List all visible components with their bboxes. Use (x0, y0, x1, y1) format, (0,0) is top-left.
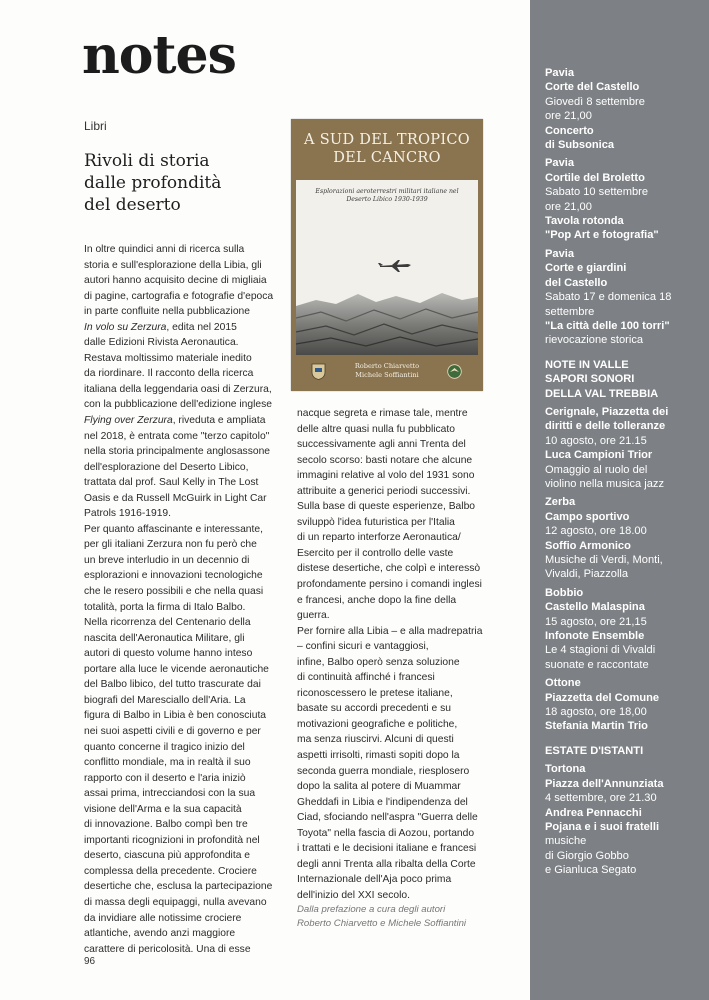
event-venue: Piazzetta del Comune (545, 691, 660, 704)
event-venue: Tortona (545, 763, 586, 776)
event-venue: Corte del Castello (545, 81, 640, 94)
page-title: notes (82, 25, 236, 86)
event-item (545, 247, 703, 348)
article-column-2 (297, 406, 497, 904)
section-label: Libri (84, 119, 107, 133)
headline-line: dalle profondità (84, 173, 222, 193)
article-line: con la pubblicazione dell'edizione inglese (84, 399, 273, 411)
article-line: nacque segreta e rimase tale, mentre (297, 408, 468, 419)
event-date: Giovedì 8 settembre (545, 95, 645, 108)
article-line: italiana della leggendaria oasi di Zerzura, (84, 383, 272, 395)
article-line: conflitto mondiale, ma in realtà il suo (84, 757, 251, 769)
event-item (545, 762, 703, 877)
article-line: delle altre quasi nulla fu pubblicato (297, 423, 455, 435)
event-item (545, 66, 703, 152)
article-line: distese desertiche, che colpì e interessò (297, 563, 481, 575)
article-line: portare alla luce le vicende aeronautiche (84, 663, 269, 675)
event-item (545, 586, 703, 672)
event-venue: diritti e delle tolleranze (545, 420, 666, 433)
heading-line: SAPORI SONORI (545, 373, 635, 386)
event-date: ore 21,00 (545, 110, 592, 123)
event-title: Stefania Martin Trio (545, 720, 648, 733)
article-line: importanti ricognizioni in profondità nel (84, 834, 260, 846)
article-line: dalle Edizioni Rivista Aeronautica. (84, 337, 239, 349)
event-venue: Bobbio (545, 586, 584, 599)
article-line: carattere di pericolosità. Una di esse (84, 943, 251, 955)
article-line: secolo scorso: basti notare che alcune (297, 454, 473, 466)
article-line: Nella ricorrenza del Centenario della (84, 617, 251, 629)
event-venue: del Castello (545, 276, 608, 289)
article-line: In volo su Zerzura, edita nel 2015 (84, 321, 237, 333)
article-line: In oltre quindici anni di ricerca sulla (84, 244, 245, 255)
article-line: di massa degli equipaggi, nulla avevano (84, 896, 267, 908)
event-description: Omaggio al ruolo del (545, 463, 648, 476)
article-line: Sulla base di queste esperienze, Balbo (297, 501, 476, 513)
article-line: Oasis e da Russell McGuirk in Light Car (84, 492, 267, 504)
article-line: in parte confluite nella pubblicazione (84, 306, 251, 318)
event-title: Tavola rotonda (545, 215, 624, 228)
event-title: Soffio Armonico (545, 539, 631, 552)
book-author: Michele Soffiantini (355, 370, 419, 379)
event-description: violino nella musica jazz (545, 477, 665, 490)
event-venue: Cerignale, Piazzetta dei (545, 405, 669, 418)
event-item (545, 405, 703, 491)
article-line: biografi del Maresciallo dell'Aria. La (84, 694, 246, 706)
event-date: 4 settembre, ore 21.30 (545, 792, 657, 805)
event-venue: Zerba (545, 496, 576, 509)
heading-line: NOTE IN VALLE (545, 358, 629, 371)
cover-illustration-panel (296, 180, 478, 355)
article-line: Per quanto affascinante e interessante, (84, 523, 263, 535)
article-line: immagini relative al volo del 1931 sono (297, 470, 475, 482)
book-title (291, 131, 483, 167)
article-line: desertiche che, esclusa la partecipazione (84, 881, 273, 893)
article-line: esplorazioni e innovazioni tecnologiche (84, 570, 263, 582)
article-line: nei suoi aspetti civili e di governo e per (84, 725, 261, 737)
event-description: di Giorgio Gobbo (545, 849, 629, 862)
event-venue: Ottone (545, 677, 581, 690)
events-list (545, 66, 703, 882)
article-line: – confini sicuri e vantaggiosi, (297, 641, 429, 653)
article-line: da riordinare. Il racconto della ricerca (84, 368, 254, 380)
caption-line: Roberto Chiarvetto e Michele Soffiantini (297, 918, 467, 929)
event-venue: Corte e giardini (545, 262, 627, 275)
event-date: 15 agosto, ore 21,15 (545, 615, 647, 628)
article-line: guerra. (297, 610, 330, 622)
article-caption (297, 903, 497, 931)
event-venue: Pavia (545, 67, 574, 79)
article-line: attribuite a generici periodi successivi. (297, 485, 471, 497)
event-item (545, 156, 703, 242)
article-line: nascita dell'Aeronautica Militare, gli (84, 632, 245, 644)
article-headline (84, 150, 284, 216)
article-line: visione dell'Arma e la sua capacità (84, 803, 242, 815)
article-line: Flying over Zerzura, riveduta e ampliata (84, 415, 266, 427)
article-line: sviluppò l'idea futuristica per l'Italia (297, 516, 455, 528)
article-line: Patrols 1916-1919. (84, 508, 172, 520)
article-line: dell'inizio del XXI secolo. (297, 889, 411, 901)
article-line: dopo la salita al potere di Muammar (297, 781, 461, 793)
article-line: Esercito per il controllo delle vaste (297, 547, 454, 559)
event-venue: Piazza dell'Annunziata (545, 777, 664, 790)
article-line: Restava moltissimo materiale inedito (84, 352, 252, 364)
article-line: storia e sull'esplorazione della Libia, gli (84, 259, 262, 271)
caption-line: Dalla prefazione a cura degli autori (297, 904, 446, 915)
event-venue: Pavia (545, 157, 574, 170)
article-line: di un reparto interforze Aeronautica/ (297, 532, 461, 544)
article-line: totalità, porta la firma di Italo Balbo. (84, 601, 246, 613)
event-title: "Pop Art e fotografia" (545, 229, 659, 242)
article-line: autori hanno acquisito decine di migliaia (84, 275, 267, 287)
desert-landscape-image (296, 288, 478, 355)
book-subtitle-line: Esplorazioni aeroterrestri militari italiane nel (315, 188, 459, 195)
article-line: Toyota" nella fascia di Aozou, portando (297, 827, 475, 839)
article-line: riconoscessero le pretese italiane, (297, 687, 453, 699)
book-title-line: A SUD DEL TROPICO (304, 132, 470, 148)
event-date: 18 agosto, ore 18,00 (545, 706, 647, 719)
event-date: 10 agosto, ore 21.15 (545, 434, 647, 447)
event-venue: Pavia (545, 247, 574, 260)
book-authors (291, 362, 483, 379)
article-line: assai prima, intrecciandosi con la sua (84, 788, 256, 800)
article-line: nella storia principalmente anglosassone (84, 446, 271, 458)
airplane-icon (378, 259, 412, 273)
article-line: Internazionale dell'Aja poco prima (297, 874, 452, 886)
event-title: Luca Campioni Trior (545, 449, 653, 462)
event-description: rievocazione storica (545, 334, 644, 347)
event-description: Le 4 stagioni di Vivaldi (545, 644, 656, 657)
article-column-1 (84, 242, 284, 957)
event-date: Sabato 10 settembre (545, 186, 648, 199)
article-line: un breve interludio in un decennio di (84, 554, 250, 566)
event-description: e Gianluca Segato (545, 864, 637, 877)
article-line: di continuità affinché i francesi (297, 672, 435, 684)
event-group-heading (545, 358, 703, 401)
article-line: Per fornire alla Libia – e alla madrepatria (297, 625, 483, 637)
article-line: rapporto con il deserto e l'aria iniziò (84, 772, 246, 784)
event-title: Infonote Ensemble (545, 630, 645, 643)
article-line: Gheddafi in Libia e l'indipendenza del (297, 796, 468, 808)
article-line: degli anni Trenta alla ribalta della Corte (297, 858, 476, 870)
article-line: complessa della precedente. Crociere (84, 865, 257, 877)
article-line: Ciad, sfociando nell'aspra "Guerra delle (297, 812, 478, 824)
article-line: quanto concerne il tragico inizio del (84, 741, 245, 753)
article-line: del Balbo libico, del tutto trascurate dai (84, 679, 261, 691)
article-line: dell'esplorazione del Deserto Libico, (84, 461, 249, 473)
article-line: deserto, ciascuna più approfondita e (84, 850, 251, 862)
article-line: da invidiare alle notissime crociere (84, 912, 242, 924)
event-title: di Subsonica (545, 139, 615, 152)
event-group-heading (545, 744, 703, 758)
event-title: "La città delle 100 torri" (545, 319, 670, 332)
article-line: profondamente persino i comandi inglesi (297, 579, 482, 591)
article-line: di innovazione. Balbo compì ben tre (84, 819, 248, 831)
article-line: aspetti irrisolti, rimasti sopiti dopo la (297, 750, 460, 762)
article-line: e francesi, anche dopo la fine della (297, 594, 457, 606)
event-title: Andrea Pennacchi (545, 806, 642, 819)
headline-line: del deserto (84, 195, 181, 215)
article-line: che le resero possibili e che nella quasi (84, 586, 264, 598)
page-number: 96 (84, 956, 96, 967)
event-description: Vivaldi, Piazzolla (545, 568, 629, 581)
article-line: i trattati e le decisioni italiane e francesi (297, 843, 477, 855)
book-title-line: DEL CANCRO (333, 150, 441, 166)
event-title: Pojana e i suoi fratelli (545, 820, 660, 833)
book-subtitle (302, 188, 472, 204)
event-date: settembre (545, 305, 595, 318)
article-line: nel 2018, è entrata come "terzo capitolo" (84, 430, 270, 442)
heading-line: DELLA VAL TREBBIA (545, 387, 659, 400)
book-subtitle-line: Deserto Libico 1930-1939 (346, 196, 428, 203)
event-venue: Castello Malaspina (545, 601, 645, 614)
article-line: infine, Balbo operò senza soluzione (297, 656, 460, 668)
article-line: basate su accordi precedenti e su (297, 703, 451, 715)
article-line: atlantiche, avendo anzi maggiore (84, 928, 236, 940)
book-cover (291, 119, 483, 391)
event-venue: Cortile del Broletto (545, 171, 645, 184)
article-line: ma senza riuscirvi. Alcuni di questi (297, 734, 454, 746)
article-line: di pagine, cartografia e fotografie d'epoca (84, 290, 274, 302)
article-line: figura di Balbo in Libia è ben conosciuta (84, 710, 267, 722)
event-description: Musiche di Verdi, Monti, (545, 554, 663, 566)
article-line: seconda guerra mondiale, riesplosero (297, 765, 470, 777)
event-item (545, 676, 703, 734)
article-line: motivazioni geografiche e politiche, (297, 718, 458, 730)
book-author: Roberto Chiarvetto (354, 362, 420, 370)
headline-line: Rivoli di storia (84, 151, 210, 171)
article-line: per gli italiani Zerzura non fu però che (84, 539, 257, 551)
article-line: trattata dal prof. Saul Kelly in The Lost (84, 477, 259, 489)
event-description: musiche (545, 835, 587, 848)
heading-line: ESTATE D'ISTANTI (545, 744, 644, 757)
event-title: Concerto (545, 124, 594, 137)
event-venue: Campo sportivo (545, 510, 630, 523)
article-line: autori di questo volume hanno inteso (84, 648, 253, 660)
article-line: successivamente agli anni Trenta del (297, 439, 466, 451)
event-description: suonate e raccontate (545, 658, 649, 671)
event-date: Sabato 17 e domenica 18 (545, 291, 672, 304)
event-date: 12 agosto, ore 18.00 (545, 525, 647, 538)
event-date: ore 21,00 (545, 200, 592, 213)
event-item (545, 495, 703, 581)
